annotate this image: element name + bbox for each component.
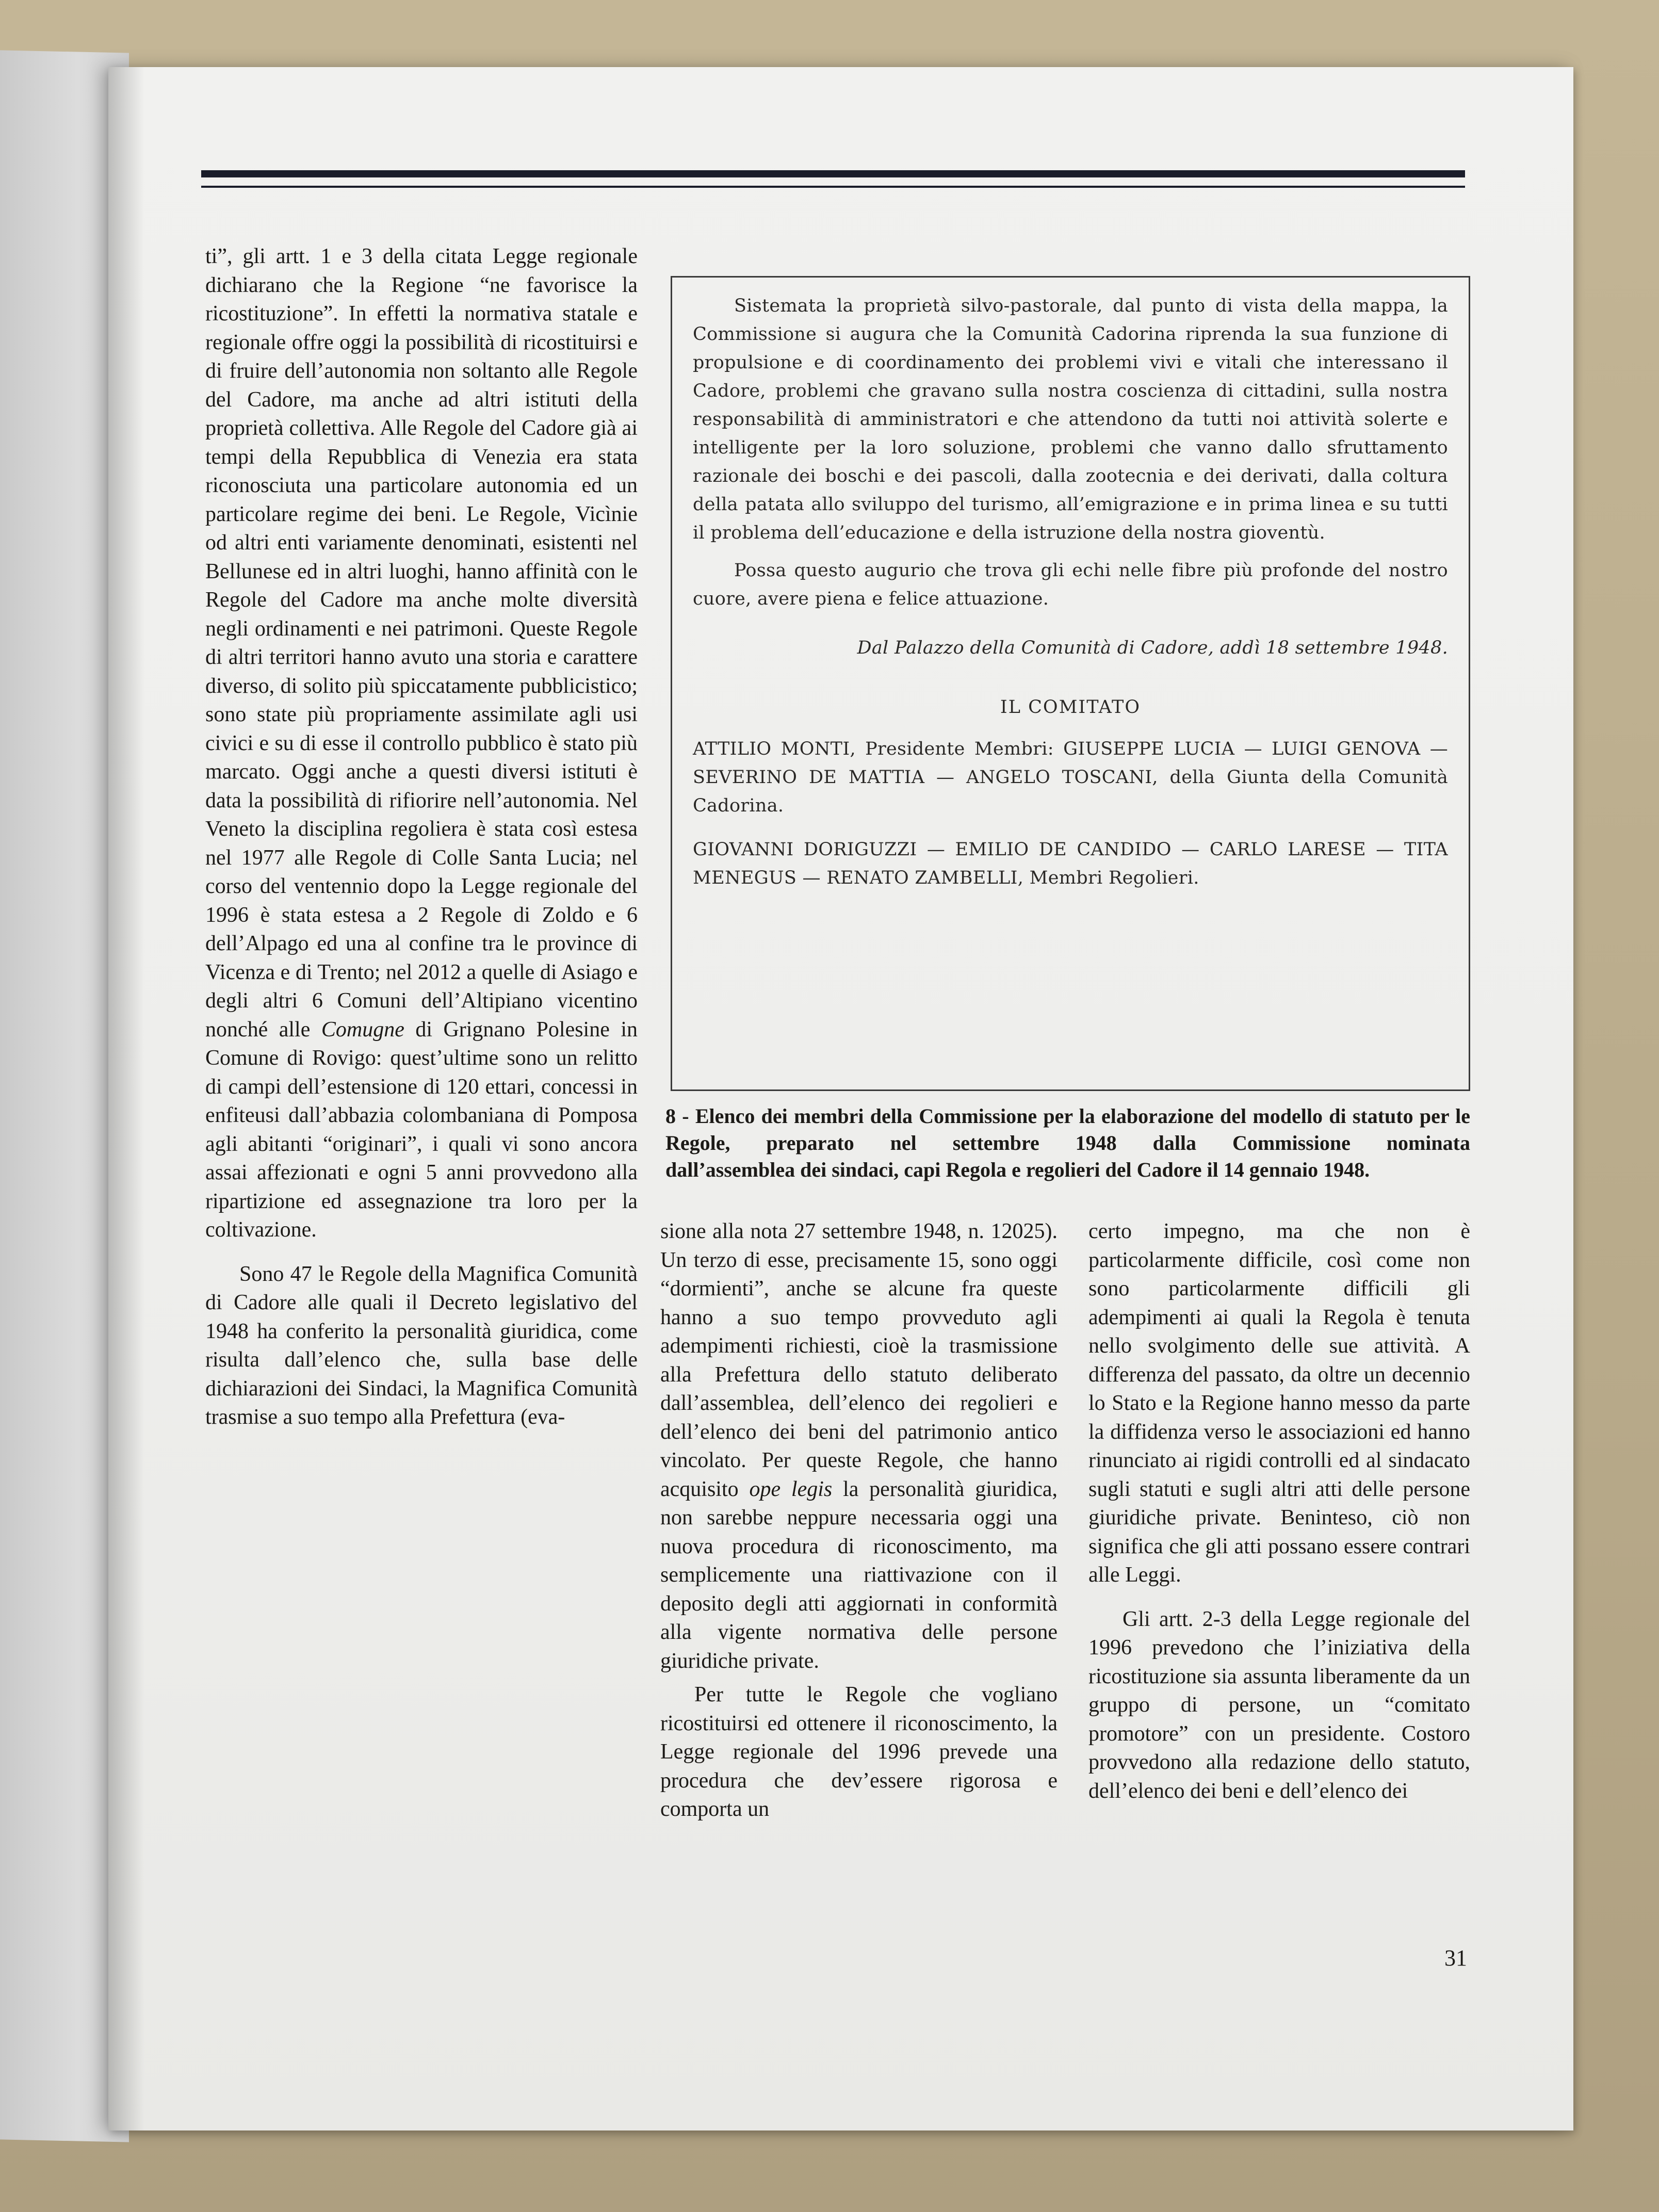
- middle-text-column: [660, 1217, 1058, 1824]
- page-content: [201, 170, 1470, 2007]
- excerpt-date: Dal Palazzo della Comunità di Cadore, addì 18 settembre 1948.: [857, 638, 1448, 658]
- page-number: 31: [1444, 1945, 1467, 1971]
- italic-term: Comugne: [321, 1017, 404, 1042]
- left-paragraph-2: Sono 47 le Regole della Magnifica Comunità di Cadore alle quali il Decreto legislativo del 1948 ha conferito la personalità giuridica, come risulta dall’elenco che, sulla base delle dichiarazioni dei Sindaci, la Magnifica Comunità trasmise a suo tempo alla Prefettura (eva-: [205, 1262, 638, 1429]
- middle-paragraph-2: Per tutte le Regole che vogliano ricostituirsi ed ottenere il riconoscimento, la Legge regionale del 1996 prevede una procedura che dev’essere rigorosa e comporta un: [660, 1683, 1058, 1821]
- caption-line-2: statuto per le Regole, preparato nel settembre 1948 dalla Commissione nominata: [665, 1104, 1471, 1154]
- document-excerpt-box: [671, 276, 1470, 1091]
- excerpt-members-2: GIOVANNI DORIGUZZI — EMILIO DE CANDIDO — CARLO LARESE — TITA MENEGUS — RENATO ZAMBELLI, Membri Regolieri.: [693, 839, 1448, 888]
- excerpt-paragraph-2: Possa questo augurio che trova gli echi nelle fibre più profonde del nostro cuore, avere piena e felice attuazione.: [693, 560, 1448, 609]
- right-paragraph-2: Gli artt. 2-3 della Legge regionale del 1996 prevedono che l’iniziativa della ricostituzione sia assunta liberamente da un gruppo di persone, un “comitato promotore” con un presidente. Costoro provvedono alla redazione dello statuto, dell’elenco dei beni e dell’elenco dei: [1088, 1607, 1470, 1803]
- header-rule-thin: [201, 186, 1465, 188]
- left-text-column: [205, 242, 638, 1432]
- excerpt-paragraph-1: Sistemata la proprietà silvo-pastorale, dal punto di vista della mappa, la Commissione si augura che la Comunità Cadorina riprenda la sua funzione di propulsione e di coordinamento dei problemi vivi e vitali che interessano il Cadore, problemi che gravano sulla nostra coscienza di cittadini, sulla nostra responsabilità di amministratori e che attendono da tutti noi attività solerte e intelligente per la loro soluzione, problemi che vanno dallo sfruttamento razionale dei boschi e dei pascoli, dalla zootecnia e dei derivati, dalla coltura della patata allo sviluppo del turismo, all’emigrazione e in prima linea e su tutti il problema dell’educazione e della istruzione della nostra gioventù.: [693, 296, 1448, 543]
- right-paragraph-1: certo impegno, ma che non è particolarmente difficile, così come non sono particolarmente difficili gli adempimenti ai quali la Regola è tenuta nello svolgimento delle sue attività. A differenza del passato, da oltre un decennio lo Stato e la Regione hanno messo da parte la diffidenza verso le associazioni ed hanno rinunciato ai rigidi controlli ed al sindacato sugli statuti e sugli altri atti delle persone giuridiche private. Beninteso, ciò non significa che gli atti possano essere contrari alle Leggi.: [1088, 1219, 1470, 1587]
- header-rule-thick: [201, 170, 1465, 177]
- excerpt-members-1: ATTILIO MONTI, Presidente Membri: GIUSEPPE LUCIA — LUIGI GENOVA — SEVERINO DE MATTIA — ANGELO TOSCANI, della Giunta della Comunità Cadorina.: [693, 739, 1448, 816]
- left-paragraph-1: ti”, gli artt. 1 e 3 della citata Legge regionale dichiarano che la Regione “ne favorisce la ricostituzione”. In effetti la normativa statale e regionale offre oggi la possibilità di ricostituirsi e di fruire dell’autonomia non soltanto alle Regole del Cadore, ma anche ad altri istituti della proprietà collettiva. Alle Regole del Cadore già ai tempi della Repubblica di Venezia era stata riconosciuta una particolare autonomia ed un particolare regime dei beni. Le Regole, Vicìnie od altri enti variamente denominati, esistenti nel Bellunese ed in altri luoghi, hanno affinità con le Regole del Cadore ma anche molte diversità negli ordinamenti e nei patrimoni. Queste Regole di altri territori hanno avuto una storia e carattere diverso, di solito più spiccatamente pubblicistico; sono state più propriamente assimilate agli usi civici e su di esse il controllo pubblico è stato più marcato. Oggi anche a questi diversi istituti è data la possibilità di rifiorire nell’autonomia. Nel Veneto la disciplina regoliera è stata così estesa nel 1977 alle Regole di Colle Santa Lucia; nel corso del ventennio dopo la Legge regionale del 1996 è stata estesa a 2 Regole di Zoldo e 6 dell’Alpago ed una al confine tra le province di Vicenza e di Trento; nel 2012 a quelle di Asiago e degli altri 6 Comuni dell’Altipiano vicentino nonché alle Comugne di Grignano Polesine in Comune di Rovigo: quest’ultime sono un relitto di campi dell’estensione di 120 ettari, concessi in enfiteusi dall’abbazia colombaniana di Pomposa agli abitanti “originari”, i quali vi sono ancora assai affezionati e ogni 5 anni provvedono alla ripartizione ed assegnazione tra loro per la coltivazione.: [205, 245, 638, 1242]
- italic-term: ope legis: [749, 1477, 833, 1501]
- right-text-column: [1088, 1217, 1470, 1806]
- page-gutter-shadow: [108, 67, 144, 2130]
- caption-line-1: 8 - Elenco dei membri della Commissione per la elaborazione del modello di: [665, 1104, 1346, 1128]
- figure-caption: [665, 1103, 1470, 1183]
- caption-line-3: dall’assemblea dei sindaci, capi Regola e regolieri del Cadore il 14 gennaio 1948.: [665, 1158, 1370, 1181]
- excerpt-heading: IL COMITATO: [1000, 697, 1141, 718]
- middle-paragraph-1: sione alla nota 27 settembre 1948, n. 12025). Un terzo di esse, precisamente 15, sono oggi “dormienti”, anche se alcune fra queste hanno a suo tempo provveduto agli adempimenti richiesti, cioè la trasmissione alla Prefettura dello statuto deliberato dall’assemblea, dell’elenco dei regolieri e dell’elenco dei beni del patrimonio antico vincolato. Per queste Regole, che hanno acquisito ope legis la personalità giuridica, non sarebbe neppure necessaria oggi una nuova procedura di riconoscimento, ma semplicemente una riattivazione con il deposito degli atti aggiornati in conformità alla vigente normativa delle persone giuridiche private.: [660, 1219, 1058, 1673]
